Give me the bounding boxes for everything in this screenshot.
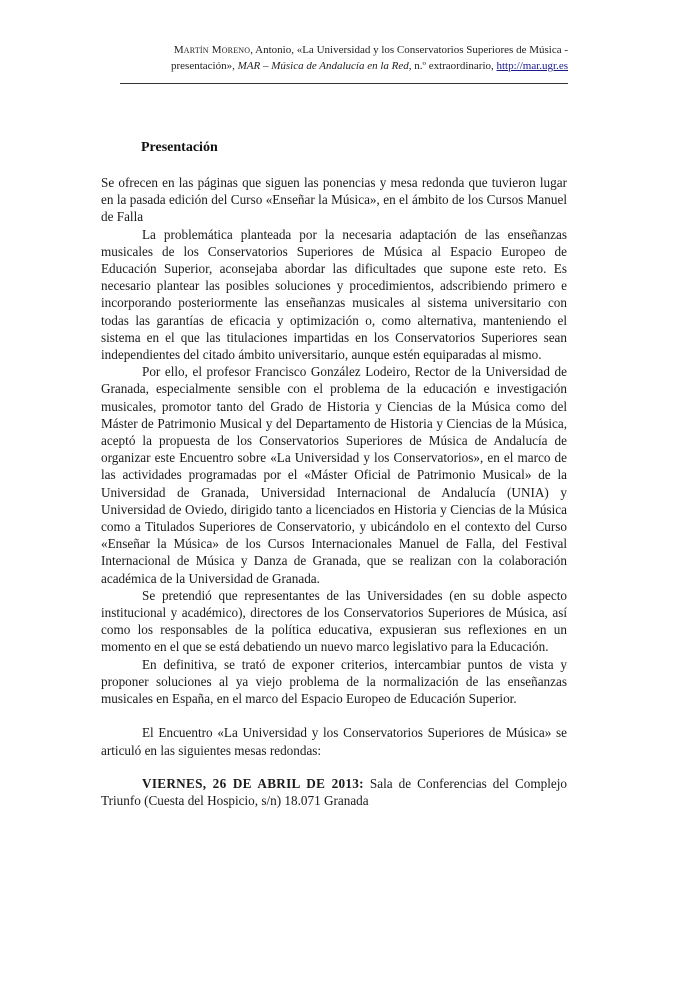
session-place: Sala de Conferencias del Complejo Triunfo (Cuesta del Hospicio, s/n) 18.071 Granada bbox=[101, 775, 567, 808]
citation-author: Martín Moreno bbox=[173, 44, 251, 56]
citation-line-2 bbox=[100, 58, 568, 74]
citation-line-1 bbox=[100, 42, 568, 58]
citation-text: , Antonio, «La Universidad y los Conservatorios Superiores de Música - bbox=[250, 44, 568, 56]
session-date: VIERNES, 26 DE ABRIL DE 2013: bbox=[142, 775, 364, 791]
header-divider bbox=[120, 83, 568, 84]
session-entry bbox=[101, 775, 567, 809]
paragraph: Se ofrecen en las páginas que siguen las ponencias y mesa redonda que tuvieron lugar en la pasada edición del Curso «Enseñar la Música», en el ámbito de los Cursos Manuel de Falla bbox=[101, 175, 567, 225]
paragraph: Se pretendió que representantes de las Universidades (en su doble aspecto institucional y académico), directores de los Conservatorios Superiores de Música, así como los responsables de la política educativa, expusieran sus reflexiones en un momento en el que se está debatiendo un nuevo marco legislativo para la Educación. bbox=[101, 587, 567, 655]
citation-header bbox=[100, 42, 568, 74]
paragraph: En definitiva, se trató de exponer criterios, intercambiar puntos de vista y proponer soluciones al ya viejo problema de la normalización de las enseñanzas musicales en España, en el marco del Espacio Europeo de Educación Superior. bbox=[101, 656, 567, 707]
paragraph: Por ello, el profesor Francisco González Lodeiro, Rector de la Universidad de Granada, especialmente sensible con el problema de la educación e investigación musicales, promotor tanto del Grado de Historia y Ciencias de la Música como del Máster de Patrimonio Musical y del Departamento de Historia y Ciencias de la Música, aceptó la propuesta de los Conservatorios Superiores de Música de Andalucía de organizar este Encuentro sobre «La Universidad y los Conservatorios», en el marco de las actividades programadas por el «Máster Oficial de Patrimonio Musical» de la Universidad de Granada, Universidad Internacional de Andalucía (UNIA) y Universidad de Oviedo, dirigido tanto a licenciados en Historia y Ciencias de la Música como a Titulados Superiores de Conservatorio, y ubicándolo en el contexto del Curso «Enseñar la Música» de los Cursos Internacionales Manuel de Falla, del Festival Internacional de Música y Danza de Granada, que se realizan con la colaboración académica de la Universidad de Granada. bbox=[101, 364, 567, 586]
body-text bbox=[101, 174, 567, 809]
paragraph: El Encuentro «La Universidad y los Conservatorios Superiores de Música» se articuló en las siguientes mesas redondas: bbox=[101, 725, 567, 758]
journal-link[interactable]: http://mar.ugr.es bbox=[496, 60, 568, 72]
section-title: Presentación bbox=[141, 140, 218, 155]
paragraph: La problemática planteada por la necesaria adaptación de las enseñanzas musicales de los Conservatorios Superiores de Música al Espacio Europeo de Educación Superior, aconsejaba abordar las dificultades que supone este reto. Es necesario plantear las posibles soluciones y procedimientos, adscribiendo primero e incorporando posteriormente las enseñanzas musicales al sistema universitario con todas las garantías de eficacia y optimización o, como alternativa, manteniendo el sistema en el que las titulaciones impartidas en los Conservatorios Superiores sean independientes del citado ámbito universitario, aunque estén equiparadas al mismo. bbox=[101, 226, 567, 363]
journal-name: MAR – Música de Andalucía en la Red bbox=[237, 60, 409, 72]
citation-text: presentación», bbox=[171, 60, 238, 72]
citation-text: , n.º extraordinario, bbox=[408, 60, 497, 72]
